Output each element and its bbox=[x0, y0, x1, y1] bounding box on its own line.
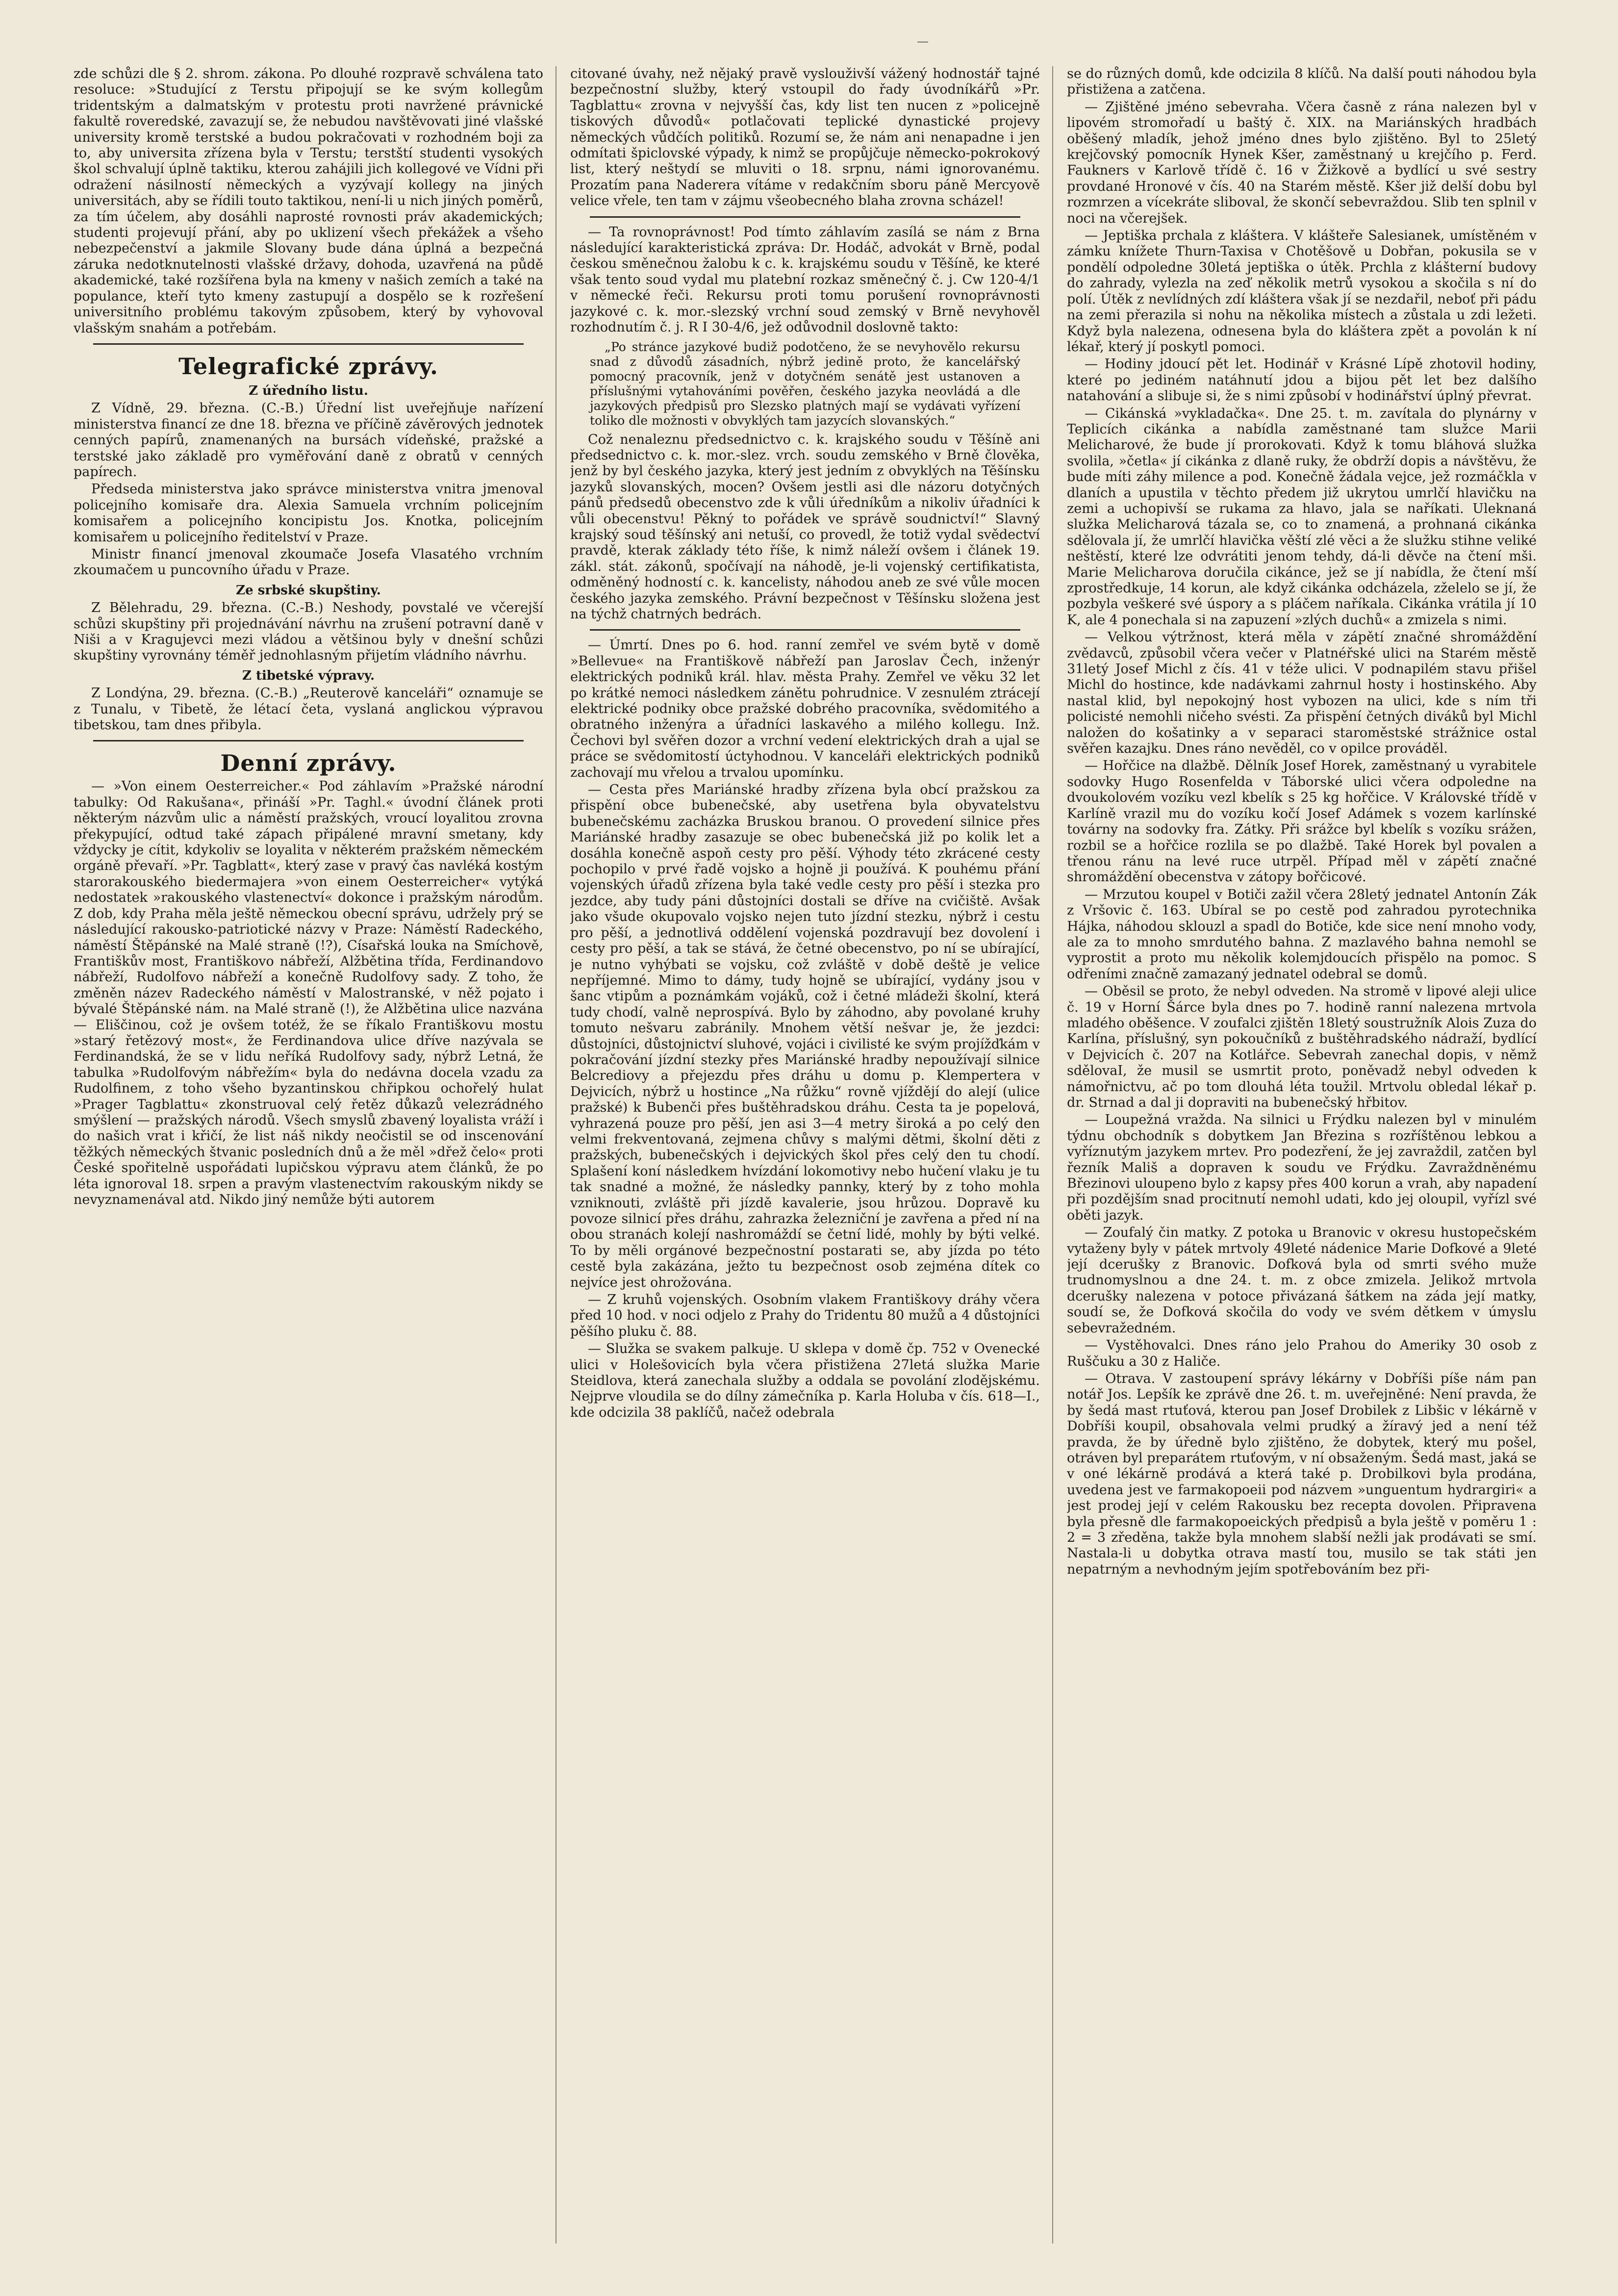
article-road: — Cesta přes Mariánské hradby zřízena byla obcí pražskou za přispění obce bubenečské, aby usetřena byla obyvatelstvu bubenečskému zacházka Bruskou branou. O provedení silnice přes Mariánské hradby zasazuje se obec bubenečská již po kolik let a dosáhla konečně aspoň cesty pro pěší. Výhody této zkrácené cesty pochopilo v prvé řadě vojsko a hojně ji používá. K pouhému přání vojenských úřadů zřízena byla také vedle cesty pro pěší i stezka pro jezdce, aby tudy páni důstojníci dostali se dříve na cvičiště. Avšak jako všude okupovalo vojsko nejen tuto jízdní stezku, nýbrž i cestu pro pěší, a jednotlivá oddělení vojenská pozdravují bez dovolení i cesty pro pěší, a tak se stává, že četné obecenstvo, po ní se ubírající, je nutno vyhýbati se vojsku, což zvláště v době deště je velice nepříjemné. Mimo to dámy, tudy hojně se ubírající, vydány jsou v šanc vtipům a poznámkám vojáků, což i četné mládeži školní, která tudy chodí, valně neprospívá. Bylo by záhodno, aby povolané kruhy tomuto nešvaru zabránily. Mnohem větší nešvar je, že jezdci: důstojníci, důstojnictví sluhové, vojáci i civilisté ke svým projížďkám v pokračování jízdní stezky přes Mariánské hradby nepoužívají silnice Belcrediovy a přejezdu přes dráhu u domu p. Klempertera v Dejvicích, nýbrž u hostince „Na růžku“ rovně vjíždějí do alejí (ulice pražské) k Bubenči přes buštěhradskou dráhu. Cesta ta je popelová, vyhrazená pouze pro pěší, jen asi 3—4 metry široká a po celý den velmi frekventovaná, zejmena chůvy s malými dětmi, školní děti z pražských, bubenečských i dejvických škol přes celý den tu chodí. Splašení koní následkem hvízdání lokomotivy nebo hučení vlaku je tu tak snadné a možné, že následky pannky, který by z toho mohla vzniknouti, zvláště při jízdě kavalerie, jsou hrůzou. Dopravě ku povoze silnicí přes dráhu, zahrazka železniční je zavřena a před ní na obou stranách kolejí nashromáždí se četní lidé, mohly by býti velké. To by měli orgánové bezpečnostní postarati se, aby jízda po této cestě byla zakázána, ježto tu bezpečnost osob zejména dítek co nejvíce jest ohrožována. bbox=[570, 782, 1040, 1290]
article-fortune-teller: — Cikánská »vykladačka«. Dne 25. t. m. zavítala do plynárny v Teplicích cikánka a nabídla zaměstnané tam služce Marii Melicharové, že bude jí prorokovati. Když k tomu bláhová služka svolila, »četla« jí cikánka z dlaně ruky, že obdrží dopis a návštěvu, že bude míti záhy milence a pod. Konečně žádala vejce, jež rozmáčkla v dlaních a upustila v těchto předem již ukrytou umrlčí hlavičku na zemi a uchopivší se rukama za hlavo, jala se naříkati. Uleknaná služka Melicharová tázala se, co to znamená, a prohnaná cikánka sdělovala jí, že umrlčí hlavička věští zlé věci a že služku stihne veliké neštěstí, které lze odvrátiti jenom tehdy, dá-li děvče na čtení mši. Marie Melicharova doručila cikánce, jež se jí nabídla, že čtení mší zprostředkuje, 14 korun, ale když cikánka odcházela, zželelo se jí, že pozbyla veškeré své úspory a s pláčem naříkala. Cikánka vrátila jí 10 K, ale 4 ponechala si na zapuzení »zlých duchů« a zmizela s nimi. bbox=[1067, 406, 1537, 628]
article-emigrants: — Vystěhovalci. Dnes ráno jelo Prahou do Ameriky 30 osob z Ruščuku a 30 z Haliče. bbox=[1067, 1338, 1537, 1369]
article-student-resolution: zde schůzi dle § 2. shrom. zákona. Po dlouhé rozpravě schválena tato resoluce: »Studující z Terstu připojují se ke svým kollegům tridentským a dalmatským v protestu proti navržené právnické fakultě roveredské, zavazují se, že nebudou navštěvovati jiné vlašské university kromě terstské a budou pokračovati v rozhodném boji za to, aby universita zřízena byla v Terstu; terstští studenti vysokých škol schvalují úplně taktiku, kterou zahájili jich kollegové ve Vídni při odražení násilností německých a vyzývají kollegy na jiných universitách, aby se řídili touto taktikou, není-li u nich jiných poměrů, za tím účelem, aby dosáhli naprosté rovnosti práv akademických; studenti projevují přání, aby po uklizení všech překážek a všeho nebezpečenství a jakmile Slovany bude dána úplná a bezpečná záruka nedotknutelnosti vlašské državy, dohoda, uzavřená na půdě akademické, také rozšířena byla na kmeny v našich zemích a také na populance, kteří tyto kmeny zastupují a dospělo se k rozřešení universitního problému takovým způsobem, který by vyhovoval vlašským snahám a potřebám. bbox=[74, 66, 543, 336]
article-vienna: Z Vídně, 29. března. (C.-B.) Úřední list uveřejňuje nařízení ministerstva financí ze dne 18. března ve příčině závěrových jednotek cenných papírů, znamenaných na bursách vídeňské, pražské a terstské jako základě pro vyměřování daně z obratů v cenných papírech. bbox=[74, 401, 543, 480]
divider bbox=[93, 343, 524, 345]
column-2 bbox=[570, 66, 1040, 2244]
article-equality: — Ta rovnoprávnost! Pod tímto záhlavím zasílá se nám z Brna následující karakteristická zpráva: Dr. Hodáč, advokát v Brně, podal českou směnečnou žalobu k c. k. krajskému soudu v Těšíně, ke které však tento soud vydal mu platební rozkaz směnečný č. j. Cw 120-4/1 v německé řeči. Rekursu proti tomu porušení rovnoprávnosti jazykové c. k. mor.-slezský vrchní soud zemský v Brně nevyhověl rozhodnutím č. j. R I 30-4/6, jež odůvodnil doslovně takto: bbox=[570, 224, 1040, 335]
section-heading-telegraphic: Telegrafické zprávy. bbox=[178, 353, 439, 380]
article-oesterreicher: — »Von einem Oesterreicher.« Pod záhlavím »Pražské národní tabulky: Od Rakušana«, přináší »Pr. Taghl.« úvodní článek proti některým názvům ulic a náměstí pražských, vroucí loyalitou zrovna překypující, odtud také zápach připálené mravní smetany, kdy vždycky je cítit, kdykoliv se loyalita v některém pražském německém orgáně převaří. »Pr. Tagblatt«, který zase v pravý čas navléká kostým starorakouského biedermajera »von einem Oesterreicher« vytýká nedostatek »rakouského vlastenectví« dokonce i pražským národům. Z dob, kdy Praha měla ještě německou obecní správu, udržely prý se následující rakousko-patriotické názvy v Praze: Náměstí Radeckého, náměstí Štěpánské na Malé straně (!?), Císařská louka na Smíchově, Františkův most, Františkovo nábřeží, Alžbětina třída, Ferdinandovo nábřeží, Rudolfovo nábřeží a konečně Rudolfovy sady. Z toho, že změněn název Radeckého náměstí v Malostranské, v něž pojato i bývalé Štěpánské nám. na Malé straně (!), že Alžbětina ulice nazvána — Eliščinou, což je ovšem totéž, že se říkalo Františkovu mostu »starý řetězový most«, že Ferdinandova ulice dříve nazývala se Ferdinandská, že se v lidu neříká Rudolfovy sady, nýbrž Letná, že tabulka »Rudolfovým nábřežím« byla do nedávna docela vzadu za Rudolfinem, z toho všeho byzantinskou chřipkou ochořelý hulat »Prager Tagblattu« zkonstruoval celý řetěz důkazů velezrádného smýšlení — pražských národů. Všech smyslů zbavený loyalista vráží i do našich vrat i křičí, že list náš nikdy neočistil se od inscenování těžkých německých štvanic posledních dnů a že měl »dřež čelo« proti České spořitelně uspořádati lupičskou výpravu atem článků, že po léta ignoroval 18. srpen a pravým vlastenectvím rakouským nikdy se nevyznamenával atd. Nikdo jiný nemůže býti autorem bbox=[74, 779, 543, 1207]
article-riot: — Velkou výtržnost, která měla v zápětí značné shromáždění zvědavců, způsobil včera večer v Platnéřské ulici na Starém městě 31letý Josef Michl z čís. 41 v téže ulici. V podnapilém stavu přišel Michl do hostince, kde nadávkami zahrnul hosty i hostinského. Aby nastal klid, byl nepokojný host vybozen na ulici, kde s ním tři policisté nemohli ničeho svésti. Za přispění četných diváků byl Michl naložen do košatinky a v separaci staroměstské strážnice ostal svěřen kazajku. Dnes ráno nevěděl, co v opilce prováděl. bbox=[1067, 630, 1537, 757]
subheading-official-gazette: Z úředního listu. bbox=[249, 383, 368, 398]
column-3 bbox=[1067, 66, 1537, 2244]
article-minister-president: Předseda ministerstva jako správce ministerstva vnitra jmenoval policejního komisaře dra. Alexia Samuela vrchním policejním komisařem a policejního koncipistu Jos. Knotka, policejním komisařem u policejního ředitelství v Praze. bbox=[74, 482, 543, 545]
article-london: Z Londýna, 29. března. (C.-B.) „Reuterově kanceláři“ oznamuje se z Tunalu, v Tibetě, že létací četa, vyslaná anglickou výpravou tibetskou, tam dnes přibyla. bbox=[74, 686, 543, 733]
divider bbox=[93, 740, 524, 741]
column-1 bbox=[74, 66, 543, 2244]
article-mother: — Zoufalý čin matky. Z potoka u Branovic v okresu hustopečském vytaženy byly v pátek mrtvoly 49leté nádenice Marie Dofkové a 9leté její dcerušky z Branovic. Dofková byla od smrti svého muže trudnomyslnou a dne 24. t. m. z obce zmizela. Jelikož mrtvola dcerušky nalezena v potoce přivázaná šátkem na záda její matky, soudí se, že Dofková skočila do vody ve svém dětkem v úmyslu sebevražedném. bbox=[1067, 1225, 1537, 1336]
quote-text: „Po stránce jazykové budiž podotčeno, že se nevyhovělo rekursu snad z důvodů zásadních, nýbrž jedině proto, že kancelářský pomocný pracovník, jenž v dotyčném senátě jest ustanoven a příslušnými vytahováními pověřen, českého jazyka neovládá a dle jazykových předpisů pro Slezsko platných mají se vydávati vyřízení toliko dle možnosti v obvyklých tam jazycích slovanských.“ bbox=[590, 339, 1020, 428]
newspaper-page bbox=[74, 66, 1544, 2244]
article-suicide-name: — Zjištěné jméno sebevraha. Včera časně z rána nalezen byl v lipovém stromořadí u baštý č. XIX. na Mariánských hradbách oběšený mladík, jehož jméno dnes bylo zjištěno. Byl to 25letý krejčovský pomocník Hynek Kšer, zaměstnaný u krejčího p. Ferd. Faukners v Karlově třídě č. 16 v Žižkově a bydlící u své sestry provdané Hronové v čís. 40 na Starém městě. Kšer již delší dobu byl rozmrzen a vícekráte sliboval, že skončí sebevraždou. Slib ten splnil v noci na včerejšek. bbox=[1067, 99, 1537, 226]
article-military: — Z kruhů vojenských. Osobním vlakem Františkovy dráhy včera před 10 hod. v noci odjelo z Prahy do Tridentu 80 mužů a 4 důstojníci pěšího pluku č. 88. bbox=[570, 1292, 1040, 1339]
article-belgrade: Z Bělehradu, 29. března. (C.-B.) Neshody, povstalé ve včerejší schůzi skupštiny při projednávání návrhu na zrušení potravní daně v Niši a v Kragujevci mezi vládou a většinou byly v dnešní schůzi skupštiny vyrovnány téměř jednohlasným přijetím vládního návrhu. bbox=[74, 600, 543, 663]
article-clock: — Hodiny jdoucí pět let. Hodinář v Krásné Lípě zhotovil hodiny, které po jediném natáhnutí jdou a bijou pět let bez dalšího natahování a slibuje si, že s nimi způsobí v hodinářství úplný převrat. bbox=[1067, 357, 1537, 404]
article-continuation: citované úvahy, než nějaký pravě vyslouživší vážený hodnostář tajné bezpečnostní služby, který vstoupil do řady úvodníkářů »Pr. Tagblattu« zrovna v nejvyšší čas, kdy list ten nucen z »policejně tiskových důvodů« potlačovati teplické dynastické projevy německých vůdčích politiků. Rozumí se, že nám ani nenapadne i jen odmítati špiclovské výpady, k nimž se propůjčuje německo-pokrokový list, který neštydí se mluviti o 18. srpnu, námi ignorovanému. Prozatím pana Naderera vítáme v redakčním sboru páně Mercyově velice vřele, ten tam v zájmu všeobecného blaha zrovna scházel! bbox=[570, 66, 1040, 209]
article-finance-minister: Ministr financí jmenoval zkoumače Josefa Vlasatého vrchním zkoumačem u puncovního úřadu v Praze. bbox=[74, 546, 543, 578]
article-court: Což nenaleznu předsednictvo c. k. krajského soudu v Těšíně ani předsednictvo c. k. mor.-slez. vrch. soudu zemského v Brně člověka, jenž by byl českého jazyka, který jest jedním z obvyklých na Těšínsku jazyků slovanských, mocen? Ovšem jestli asi dle názoru dotyčných pánů předsedů obecenstvo zde k vůli úředníkům a nikoliv úřadníci k vůli obecenstvu! Pěkný to pořádek ve správě soudnictví!“ Slavný krajský soud těšínský ani netuší, co provedl, že totiž vydal svědectví pravdě, kterak základy této říše, k nimž náleží ovšem i článek 19. zákl. stát. zákonů, spočívají na náhodě, je-li vojenský certifikatista, odměněný hodností c. k. kancelisty, náhodou aneb ze své vůle mocen českého jazyka zemského. Právní bezpečnost v Těšínsku složena jest na týchž chatrných bedrách. bbox=[570, 432, 1040, 622]
quoted-decision bbox=[570, 340, 1040, 428]
divider bbox=[590, 629, 1020, 631]
article-murder: — Loupežná vražda. Na silnici u Frýdku nalezen byl v minulém týdnu obchodník s dobytkem Jan Březina s rozříštěnou lebkou a vyříznutým jazykem mrtev. Pro podezření, že jej zavraždil, zatčen byl řezník Mališ a dopraven k soudu ve Frýdku. Zavraždněnému Březinovi uloupeno bylo z kapsy přes 400 korun a vrah, aby napadení při pozdějším snad procitnutí nemohl udati, kdo jej oloupil, vyřízl své oběti jazyk. bbox=[1067, 1112, 1537, 1223]
article-death: — Úmrtí. Dnes po 6. hod. ranní zemřel ve svém bytě v domě »Bellevue« na Františkově nábřeží pan Jaroslav Čech, inženýr elektrických podniků král. hlav. města Prahy. Zemřel ve věku 32 let po krátké nemoci následkem zánětu pohrudnice. V zesnulém ztrácejí elektrické podniky obce pražské dobrého pracovníka, svědomitého a obratného inženýra a úřadníci laskavého a milého kollegu. Inž. Čechovi byl svěřen dozor a vrchní vedení elektrických drah a ujal se práce se svědomitostí úctyhodnou. V kanceláři elektrických podniků zachovají mu vřelou a trvalou upomínku. bbox=[570, 638, 1040, 780]
subheading-serbian-assembly: Ze srbské skupštiny. bbox=[236, 583, 381, 598]
section-heading-daily-news: Denní zprávy. bbox=[220, 750, 397, 777]
article-bath: — Mrzutou koupel v Botiči zažil včera 28letý jednatel Antonín Zák z Vršovic č. 163. Ubíral se po cestě pod zahradou pyrotechnika Hájka, náhodou sklouzl a spadl do Botiče, kde sice není mnoho vody, ale za to mnoho smrdutého bahna. Z mazlavého bahna nemohl se vyprostit a proto mu několik kolemjdoucích přispělo na pomoc. S odřeními značně zamazaný jednatel odebral se domů. bbox=[1067, 887, 1537, 982]
article-nun: — Jeptiška prchala z kláštera. V klášteře Salesianek, umístěném v zámku knížete Thurn-Taxisa v Chotěšově u Dobřan, pokusila se v pondělí odpoledne 30letá jeptiška o útěk. Prchla z klášterní budovy do zahrady, vylezla na zeď několik metrů vysokou a skočila s ní do polí. Útěk z nevlídných zdí kláštera však jí se nezdařil, neboť při pádu na zemi přerazila si nohu na několika místech a zůstala u zdi ležeti. Když byla nalezena, odnesena byla do kláštera zpět a povolán k ní lékař, který jí poskytl pomoci. bbox=[1067, 228, 1537, 355]
article-hanged: — Oběsil se proto, že nebyl odveden. Na stromě v lipové aleji ulice č. 19 v Horní Šárce byla dnes po 7. hodině ranní nalezena mrtvola mladého oběšence. V zoufalci zjištěn 18letý soustružník Alois Zuza do Karlína, příslušný, syn pokoučníků z buštěhradského nádraží, bydlící v Dejvicích č. 207 na Kotlářce. Sebevrah zanechal dopis, v němž sdělovaI, že musil se usmrtit proto, poněvadž nebyl odveden k námořnictvu, ač po tom dlouhá léta toužil. Mrtvolu obledal lékař p. dr. Strnad a dal ji dopraviti na bubenečský hřbitov. bbox=[1067, 984, 1537, 1110]
page-mark: — bbox=[917, 34, 929, 48]
article-maid: — Služka se svakem palkuje. U sklepa v domě čp. 752 v Ovenecké ulici v Holešovicích byla včera přistižena 27letá služka Marie Steidlova, která zanechala služby a oddala se povolání zlodějskému. Nejprve vloudila se do dílny zámečníka p. Karla Holuba v čís. 618—I., kde odcizila 38 paklíčů, načež odebrala bbox=[570, 1341, 1040, 1420]
divider bbox=[590, 216, 1020, 218]
article-continuation: se do různých domů, kde odcizila 8 klíčů. Na další pouti náhodou byla přistižena a zatčena. bbox=[1067, 66, 1537, 98]
subheading-tibet: Z tibetské výpravy. bbox=[242, 668, 375, 683]
article-mustard: — Hořčice na dlažbě. Dělník Josef Horek, zaměstnaný u vyrabitele sodovky Hugo Rosenfelda v Táborské ulici včera odpoledne na dvoukolovém vozíku vezl kbelík s 25 kg hořčice. V Královské třídě v Karlíně vrazil mu do vozíku kočí Josef Adámek s vozem karlínské továrny na sodovky fra. Zátky. Při srážce byl kbelík s vozíku srážen, rozbil se a hořčice rozlila se po dlažbě. Také Horek byl povalen a třenou ránu na levé ruce utrpěl. Případ měl v zápětí značné shromáždění obecenstva v zátopy bořčicové. bbox=[1067, 758, 1537, 885]
article-poisoning: — Otrava. V zastoupení správy lékárny v Dobříši píše nám pan notář Jos. Lepšík ke zprávě dne 26. t. m. uveřejněné: Není pravda, že by šedá mast rtuťová, kterou pan Josef Drobilek z Libšic v lékárně v Dobříši koupil, obsahovala velmi prudký a žíravý jed a není též pravda, že by úředně bylo zjištěno, že dobytek, který mu pošel, otráven byl preparátem rtuťovým, v ní obsaženým. Šedá mast, jaká se v oné lékárně prodává a která také p. Drobilkovi byla prodána, uvedena jest ve farmakopoeii pod názvem »unguentum hydrargiri« a jest prodej její v celém Rakousku bez recepta dovolen. Připravena byla přesně dle farmakopoeických předpisů a byla ještě v poměru 1 : 2 = 3 zředěna, takže byla mnohem slabší nežli jak prodávati se smí. Nastala-li u dobytka otrava mastí tou, musilo se tak státi jen nepatrným a nevhodným jejím spotřebováním bez při- bbox=[1067, 1371, 1537, 1577]
